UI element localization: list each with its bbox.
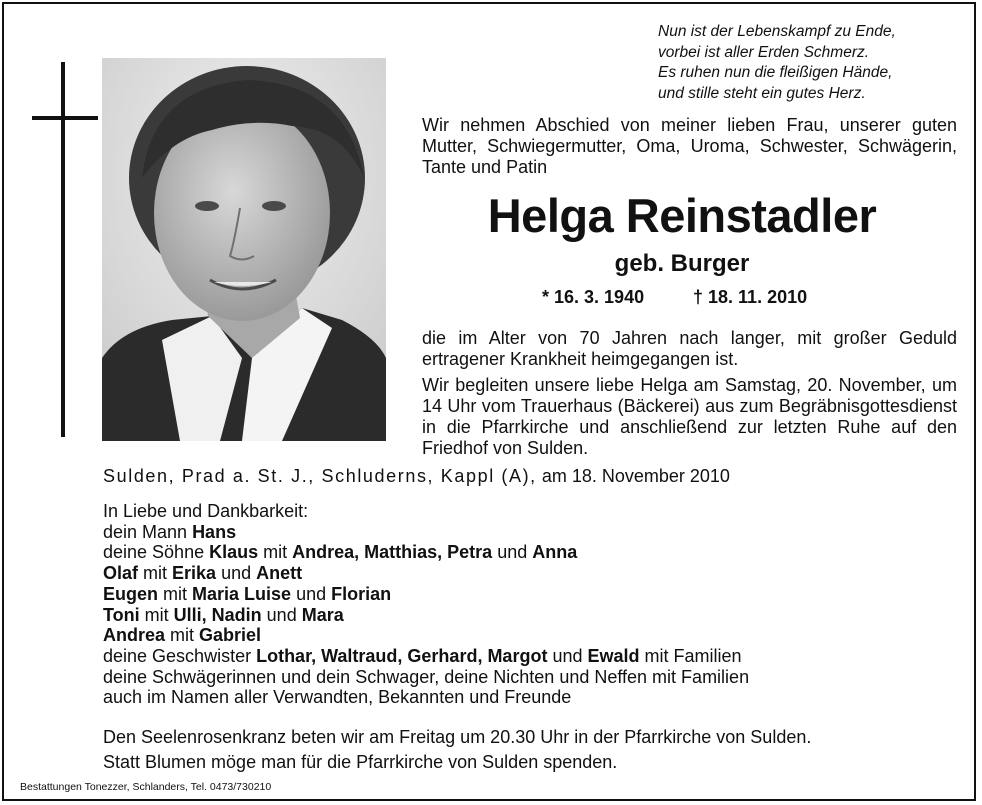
motto-line: und stille steht ein gutes Herz. bbox=[658, 84, 866, 102]
portrait-image bbox=[102, 58, 386, 441]
portrait-photo bbox=[102, 58, 386, 441]
family-line: auch im Namen aller Verwandten, Bekannten und Freunde bbox=[103, 687, 572, 708]
motto-verse bbox=[658, 22, 968, 104]
birth-date: * 16. 3. 1940 bbox=[542, 287, 645, 307]
closing-text bbox=[103, 725, 811, 775]
family-line: Toni mit Ulli, Nadin und Mara bbox=[103, 604, 344, 625]
place-date-line bbox=[103, 466, 730, 487]
family-line: Eugen mit Maria Luise und Florian bbox=[103, 583, 392, 604]
rosary-note: Den Seelenrosenkranz beten wir am Freitag um 20.30 Uhr in der Pfarrkirche von Sulden. bbox=[103, 727, 812, 747]
family-line: Andrea mit Gabriel bbox=[103, 625, 262, 646]
motto-line: Es ruhen nun die fleißigen Hände, bbox=[658, 64, 893, 81]
donation-note: Statt Blumen möge man für die Pfarrkirche von Sulden spenden. bbox=[103, 752, 618, 772]
places: Sulden, Prad a. St. J., Schluderns, Kappl (A), bbox=[103, 466, 537, 486]
funeral-paragraph: Wir begleiten unsere liebe Helga am Samstag, 20. November, um 14 Uhr vom Trauerhaus (Bäckerei) aus zum Begräbnisgottesdienst in die Pfarrkirche und anschließend zur letzten Ruhe auf den Friedhof von Sulden. bbox=[422, 375, 957, 458]
family-list bbox=[103, 501, 749, 708]
family-line: deine Söhne Klaus mit Andrea, Matthias, Petra und Anna bbox=[103, 542, 578, 563]
death-date: † 18. 11. 2010 bbox=[693, 287, 808, 307]
intro-text: Wir nehmen Abschied von meiner lieben Frau, unserer guten Mutter, Schwiegermutter, Oma, Uroma, Schwester, Schwägerin, Tante und Patin bbox=[422, 115, 957, 177]
illness-paragraph: die im Alter von 70 Jahren nach langer, mit großer Geduld ertragener Krankheit heimgegangen ist. bbox=[422, 328, 957, 369]
funeral-home-credit: Bestattungen Tonezzer, Schlanders, Tel. 0473/730210 bbox=[20, 781, 272, 793]
notice-date: am 18. November 2010 bbox=[541, 466, 730, 486]
family-line: Olaf mit Erika und Anett bbox=[103, 563, 303, 584]
deceased-name: Helga Reinstadler bbox=[487, 189, 877, 242]
maiden-name: geb. Burger bbox=[614, 250, 750, 277]
family-intro: In Liebe und Dankbarkeit: bbox=[103, 501, 309, 521]
motto-line: Nun ist der Lebenskampf zu Ende, bbox=[658, 23, 896, 40]
family-line: deine Geschwister Lothar, Waltraud, Gerhard, Margot und Ewald mit Familien bbox=[103, 645, 742, 666]
motto-line: vorbei ist aller Erden Schmerz. bbox=[658, 43, 870, 61]
family-line: dein Mann Hans bbox=[103, 521, 237, 542]
family-line: deine Schwägerinnen und dein Schwager, deine Nichten und Neffen mit Familien bbox=[103, 666, 750, 687]
